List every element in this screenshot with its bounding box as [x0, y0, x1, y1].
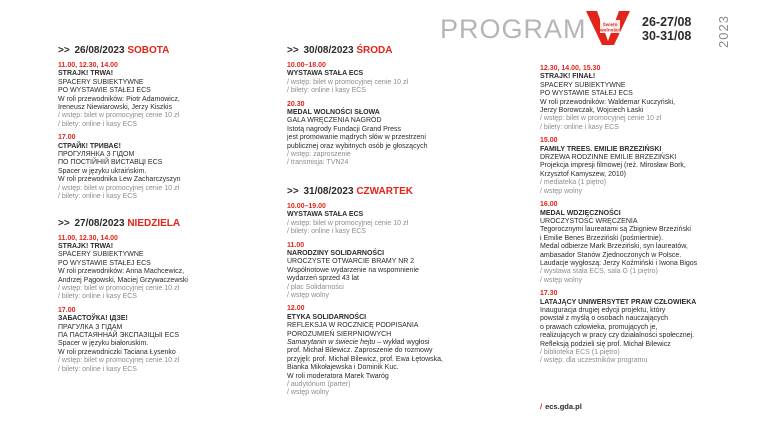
event-time: 17.00 — [58, 134, 76, 142]
event-line: o prawach człowieka, promujących je, — [540, 323, 658, 331]
event — [540, 137, 745, 196]
dates-line-2: 30-31/08 — [642, 29, 692, 43]
url-text: ecs.gda.pl — [545, 402, 582, 411]
event-line: ПРАГУЛКА З ГІДАМ — [58, 323, 123, 331]
event — [287, 305, 502, 397]
event-line: Laudacje wygłoszą: Jerzy Koźmiński i Iwona Bigos — [540, 259, 698, 267]
event-meta: / wstęp: zaproszenie — [287, 151, 351, 159]
event-line: W roli przewodników: Anna Machcewicz, — [58, 268, 185, 276]
event-meta: / transmisja: TVN24 — [287, 159, 349, 167]
event-time: 16.00 — [540, 201, 558, 209]
day-arrow: >> — [287, 185, 299, 197]
event-meta: / wstęp: bilet w promocyjnej cenie 10 zł — [58, 357, 179, 365]
event-line: publicznej oraz wybitnych osób je głoszących — [287, 142, 428, 150]
event-line: ПА ПАСТАЯННАЙ ЭКСПАЗІЦЫІ ECS — [58, 331, 180, 339]
event-title: WYSTAWA STAŁA ECS — [287, 70, 364, 78]
event-time: 11.00, 12.30, 14.00 — [58, 62, 118, 69]
event-line: Jerzy Borowczak, Wojciech Łaski — [540, 107, 644, 115]
event-line: W roli przewodnika Lew Zacharczyszyn — [58, 176, 181, 184]
event-meta: / wstęp: bilet w promocyjnej cenie 10 zł — [287, 219, 408, 227]
event-meta: / bilety: online i kasy ECS — [287, 87, 366, 95]
event-line: Spacer w języku białoruskim. — [58, 340, 149, 348]
event-line: W roli moderatora Marek Twaróg — [287, 372, 389, 380]
event-line: Andrzej Pągowski, Maciej Grzywaczewski — [58, 276, 188, 284]
event-line: Bianka Mikołajewska i Dominik Kuc. — [287, 364, 399, 372]
day-heading — [287, 186, 502, 197]
event-meta: / wstęp: bilet w promocyjnej cenie 10 zł — [58, 284, 179, 292]
event-line: realizujących w pracy czy działalności społecznej. — [540, 332, 695, 340]
event-line: W roli przewodników: Waldemar Kuczyński, — [540, 98, 676, 106]
event-line: jest promowanie mądrych słów w przestrzeni — [287, 134, 426, 142]
day-name: SOBOTA — [127, 45, 170, 56]
event-line: Projekcja impresji filmowej (reż. Mirosław Bork, — [540, 162, 686, 170]
event-time: 17.30 — [540, 290, 558, 298]
event-line: PO WYSTAWIE STAŁEJ ECS — [540, 90, 633, 98]
event-meta: / bilety: online i kasy ECS — [540, 123, 619, 131]
event-meta: / mediateka (1 piętro) — [540, 179, 607, 187]
svg-text:wolności: wolności — [600, 27, 620, 33]
event-meta: / biblioteka ECS (1 piętro) — [540, 349, 620, 356]
event-time: 17.00 — [58, 306, 76, 314]
event-line: REFLEKSJA W ROCZNICĘ PODPISANIA — [287, 322, 419, 330]
event-time: 12.30, 14.00, 15.30 — [540, 65, 601, 72]
swieto-wolnosci-logo — [586, 11, 630, 45]
event-line: UROCZYSTOŚĆ WRĘCZENIA — [540, 217, 638, 225]
event-meta: / audytórium (parter) — [287, 381, 351, 388]
event-line: ПО ПОСТІЙНІЙ ВИСТАВЦІ ECS — [58, 159, 163, 167]
event-italic-title: Samarytanin w świecie hejtu — [287, 338, 376, 346]
day-arrow: >> — [58, 217, 70, 229]
event — [287, 101, 502, 168]
event-title: STRAJK! TRWA! — [58, 70, 114, 78]
event-meta: / wstęp: bilet w promocyjnej cenie 10 zł — [540, 115, 661, 123]
event-title: LATAJĄCY UNIWERSYTET PRAW CZŁOWIEKA — [540, 298, 697, 306]
event-line: W roli przewodniczki Taciana Łysenko — [58, 348, 176, 356]
event-title: WYSTAWA STAŁA ECS — [287, 211, 364, 219]
event-line — [287, 339, 502, 347]
event-meta: / wstęp wolny — [287, 389, 330, 397]
event-line: powstał z myślą o osobach nauczających — [540, 315, 669, 323]
event-line: DRZEWA RODZINNE EMILIE BRZEZIŃSKI — [540, 154, 677, 162]
column-1 — [58, 43, 270, 379]
event-line: i Emilie Benes Brzeziński (pośmiertnie). — [540, 234, 663, 242]
day-heading — [287, 45, 502, 56]
event-line: prof. Michał Bilewicz. Zaproszenie do rozmowy — [287, 347, 433, 355]
day-heading — [58, 218, 270, 229]
event-line: ambasador Stanów Zjednoczonych w Polsce. — [540, 251, 682, 259]
event-meta: / bilety: online i kasy ECS — [287, 228, 366, 236]
event-line: PO WYSTAWIE STAŁEJ ECS — [58, 259, 151, 267]
event-title: СТРАЙК! ТРИВАЄ! — [58, 142, 121, 150]
event-meta: / wystawa stała ECS, sala G (1 piętro) — [540, 268, 658, 276]
event-title: STRAJK! TRWA! — [58, 242, 114, 250]
event-time: 10.00–18.00 — [287, 62, 326, 69]
event-title: ЗАБАСТОЎКА! ІДЗЕ! — [58, 315, 128, 323]
day-date: 30/08/2023 — [303, 45, 354, 56]
event-meta: / plac Solidarności — [287, 283, 344, 291]
event-line: Krzysztof Kamyszew, 2010) — [540, 170, 626, 178]
column-2 — [287, 43, 502, 403]
event-meta: / wstęp: bilet w promocyjnej cenie 10 zł — [58, 112, 179, 120]
event-line: SPACERY SUBIEKTYWNE — [58, 251, 144, 259]
day-date: 26/08/2023 — [74, 45, 125, 56]
event-time: 12.00 — [287, 305, 305, 313]
event-line: Współnotowe wydarzenie na wspomnienie — [287, 266, 419, 274]
day-date: 31/08/2023 — [303, 185, 354, 197]
event-title: MEDAL WOLNOŚCI SŁOWA — [287, 109, 380, 117]
event-line: PO WYSTAWIE STAŁEJ ECS — [58, 87, 151, 95]
event-time: 15.00 — [540, 137, 558, 145]
event-meta: / bilety: online i kasy ECS — [58, 365, 137, 373]
day-heading — [58, 45, 270, 56]
website-link[interactable] — [540, 402, 582, 411]
event-line: SPACERY SUBIEKTYWNE — [540, 81, 626, 89]
event — [58, 235, 270, 302]
url-slash: / — [540, 402, 543, 411]
event-line: Medal odbierze Mark Brzeziński, syn laureatów, — [540, 243, 688, 251]
day-block — [58, 45, 270, 202]
event — [287, 203, 502, 237]
event-meta: / bilety: online i kasy ECS — [58, 293, 137, 301]
day-block — [540, 65, 745, 366]
event — [540, 201, 745, 285]
event-title: ETYKA SOLIDARNOŚCI — [287, 313, 367, 321]
svg-text:Święto: Święto — [602, 22, 618, 27]
year-label: 2023 — [716, 15, 731, 48]
event-meta: / wstęp wolny — [287, 291, 330, 299]
event-line: Tegorocznymi laureatami są Zbigniew Brzeziński — [540, 226, 691, 234]
event-line: Inauguracja drugiej edycji projektu, który — [540, 306, 666, 314]
day-block — [58, 218, 270, 375]
event — [287, 62, 502, 96]
event-meta: / bilety: online i kasy ECS — [58, 120, 137, 128]
column-3 — [540, 43, 745, 371]
event-time: 10.00–19.00 — [287, 202, 326, 210]
event-line: UROCZYSTE OTWARCIE BRAMY NR 2 — [287, 258, 415, 266]
event-line: Istotą nagrody Fundacji Grand Press — [287, 125, 402, 133]
event-line: wydarzeń sprzed 43 lat — [287, 275, 359, 283]
event — [540, 65, 745, 132]
program-title: PROGRAM — [440, 14, 587, 44]
day-block — [287, 45, 502, 168]
event-title: MEDAL WDZIĘCZNOŚCI — [540, 209, 621, 217]
day-block — [287, 186, 502, 398]
event-meta: / bilety: online i kasy ECS — [58, 193, 137, 201]
event-meta: / wstęp: bilet w promocyjnej cenie 10 zł — [58, 184, 179, 192]
event-line: W roli przewodników: Piotr Adamowicz, — [58, 95, 180, 103]
event-title: NARODZINY SOLIDARNOŚCI — [287, 249, 385, 257]
event-time: 11.00 — [287, 241, 305, 249]
event-title: FAMILY TREES. EMILIE BRZEZIŃSKI — [540, 145, 662, 153]
day-name: NIEDZIELA — [127, 217, 181, 229]
event-meta: / wstęp wolny — [540, 276, 583, 284]
event-line: Ireneusz Niewiarowski, Jerzy Kiszkis — [58, 104, 172, 112]
event — [58, 62, 270, 129]
day-date: 27/08/2023 — [74, 217, 125, 229]
event-time: 20.30 — [287, 100, 305, 108]
event — [287, 242, 502, 301]
event-line: Refleksją podzieli się prof. Michał Bilewicz — [540, 340, 671, 348]
dates-line-1: 26-27/08 — [642, 15, 692, 29]
event-line: ПРОГУЛЯНКА З ГІДОМ — [58, 151, 135, 159]
event-line: Spacer w języku ukraińskim. — [58, 167, 147, 175]
event-time: 11.00, 12.30, 14.00 — [58, 234, 118, 242]
event-meta: / wstęp wolny — [540, 187, 583, 195]
day-arrow: >> — [58, 45, 70, 56]
day-name: CZWARTEK — [356, 185, 413, 197]
event-meta: / wstęp: bilet w promocyjnej cenie 10 zł — [287, 78, 408, 86]
event-title: STRAJK! FINAŁ! — [540, 73, 596, 81]
event-line: GALA WRĘCZENIA NAGRÓD — [287, 117, 382, 125]
day-name: ŚRODA — [356, 45, 393, 56]
day-arrow: >> — [287, 45, 299, 56]
event-line: POROZUMIEŃ SIERPNIOWYCH — [287, 330, 392, 338]
event-line: przyjęli: prof. Michał Bilewicz, prof. Ewa Łętowska, — [287, 355, 443, 363]
event-dates — [642, 15, 691, 43]
event — [540, 290, 745, 366]
event-line-cont: – wykład wygłosi — [377, 338, 430, 346]
event — [58, 134, 270, 201]
event-line: SPACERY SUBIEKTYWNE — [58, 78, 144, 86]
event — [58, 307, 270, 374]
event-meta: / wstęp: dla uczestników programu — [540, 357, 648, 365]
